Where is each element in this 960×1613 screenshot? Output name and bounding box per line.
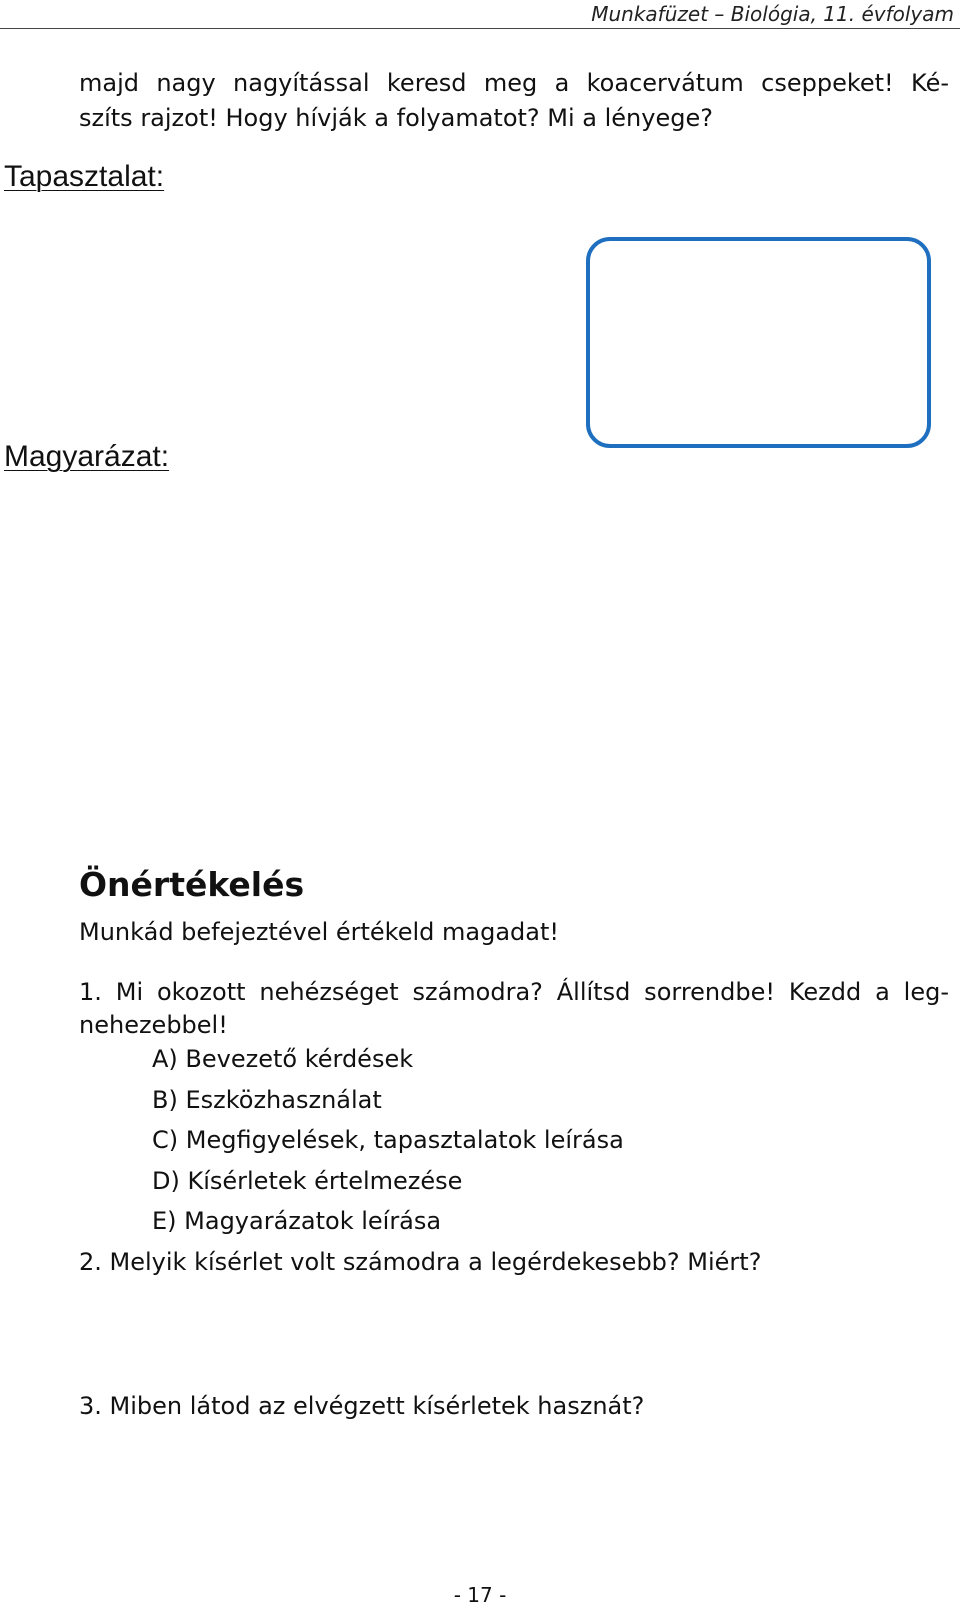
- self-assessment-title: Önértékelés: [79, 865, 305, 904]
- question-1-line-2: nehezebbel!: [79, 1011, 228, 1039]
- option-e: E) Magyarázatok leírása: [152, 1207, 442, 1235]
- option-c: C) Megfigyelések, tapasztalatok leírása: [152, 1126, 624, 1154]
- option-b: B) Eszközhasználat: [152, 1086, 382, 1114]
- question-3: 3. Miben látod az elvégzett kísérletek hasznát?: [79, 1392, 645, 1420]
- intro-paragraph: [79, 66, 949, 136]
- page-number: - 17 -: [453, 1583, 507, 1607]
- drawing-box[interactable]: [586, 237, 931, 448]
- option-a: A) Bevezető kérdések: [152, 1045, 414, 1073]
- question-2: 2. Melyik kísérlet volt számodra a legérdekesebb? Miért?: [79, 1248, 762, 1276]
- self-assessment-instruction: Munkád befejeztével értékeld magadat!: [79, 918, 560, 946]
- question-1: [79, 976, 949, 1042]
- option-d: D) Kísérletek értelmezése: [152, 1167, 463, 1195]
- intro-line-1: majd nagy nagyítással keresd meg a koacervátum cseppeket! Ké-: [79, 69, 949, 97]
- header-title: Munkafüzet – Biológia, 11. évfolyam: [591, 2, 954, 26]
- intro-line-2: szíts rajzot! Hogy hívják a folyamatot? Mi a lényege?: [79, 104, 713, 132]
- question-1-line-1: 1. Mi okozott nehézséget számodra? Állítsd sorrendbe! Kezdd a leg-: [79, 978, 949, 1006]
- explanation-label: Magyarázat:: [4, 440, 170, 473]
- page-header: [0, 0, 960, 29]
- observation-label: Tapasztalat:: [4, 160, 165, 193]
